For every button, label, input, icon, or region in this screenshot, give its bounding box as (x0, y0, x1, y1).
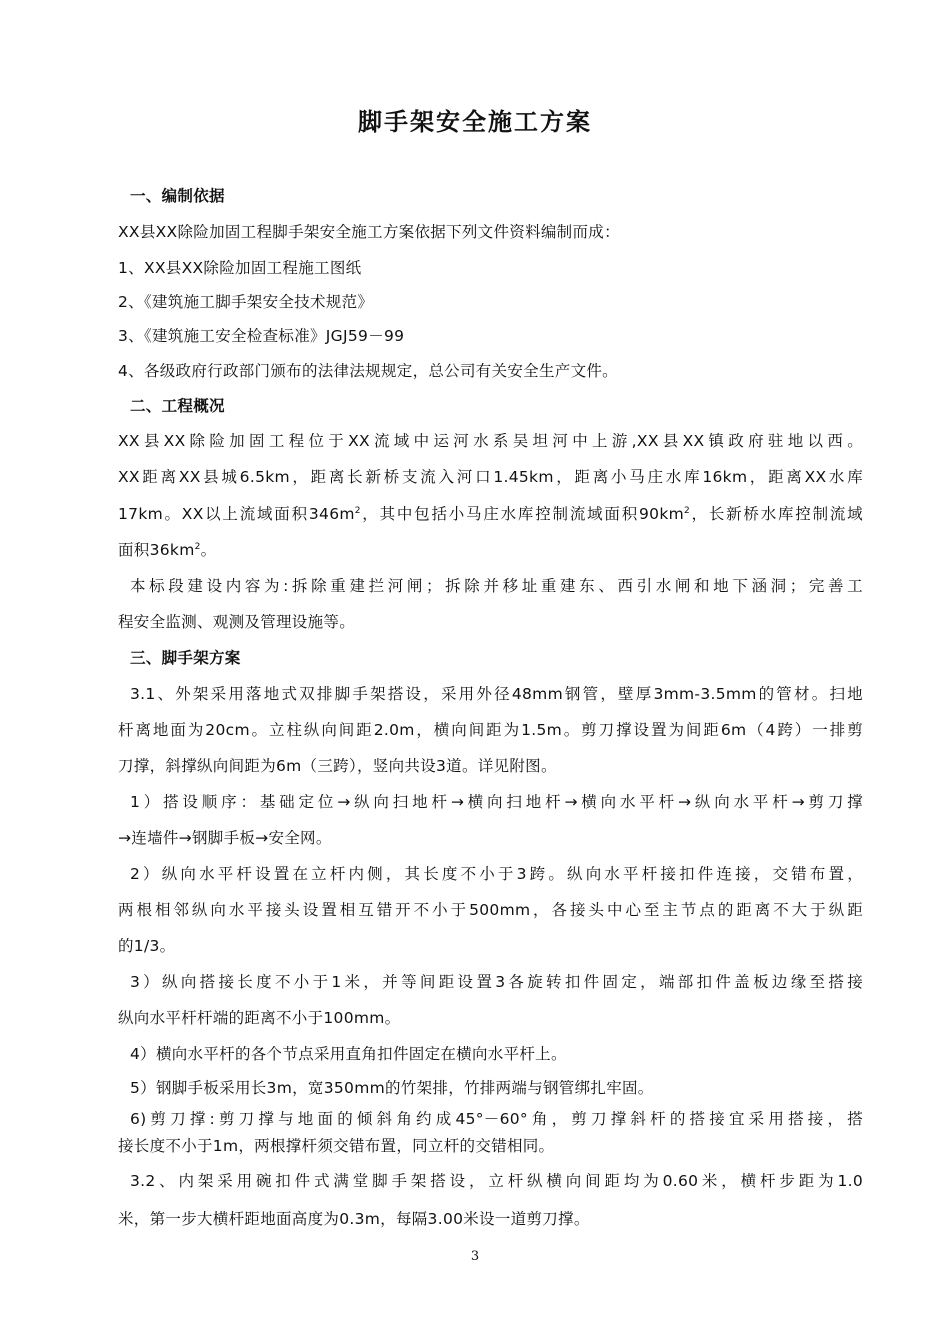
page-number: 3 (470, 1249, 480, 1264)
paragraph-line: 3.1、外架采用落地式双排脚手架搭设，采用外径48mm钢管，壁厚3mm-3.5mm的管材。扫地 (130, 685, 863, 703)
section-heading: 一、编制依据 (130, 187, 225, 205)
paragraph-line: 本标段建设内容为:拆除重建拦河闸；拆除并移址重建东、西引水闸和地下涵洞；完善工 (130, 577, 863, 595)
paragraph-line: XX县XX除险加固工程脚手架安全施工方案依据下列文件资料编制而成： (118, 223, 620, 241)
paragraph-line: 4）横向水平杆的各个节点采用直角扣件固定在横向水平杆上。 (130, 1045, 567, 1063)
text-run: 17km。XX以上流域面积346m (118, 505, 355, 523)
superscript: 2 (684, 505, 691, 516)
text-run: ，其中包括小马庄水库控制流域面积90km (360, 505, 684, 523)
section-heading: 二、工程概况 (130, 397, 225, 415)
list-item: 4、各级政府行政部门颁布的法律法规规定，总公司有关安全生产文件。 (118, 362, 618, 380)
paragraph-line: 3.2、内架采用碗扣件式满堂脚手架搭设，立杆纵横向间距均为0.60米，横杆步距为1.0 (130, 1172, 863, 1190)
paragraph-line: 杆离地面为20cm。立柱纵向间距2.0m，横向间距为1.5m。剪刀撑设置为间距6m（4跨）一排剪 (118, 721, 863, 739)
list-item: 3、《建筑施工安全检查标准》JGJ59－99 (118, 327, 405, 345)
paragraph-line: XX县XX除险加固工程位于XX流域中运河水系吴坦河中上游,XX县XX镇政府驻地以西。 (118, 432, 863, 450)
paragraph-line: 纵向水平杆杆端的距离不小于100mm。 (118, 1009, 401, 1027)
paragraph-line: 2）纵向水平杆设置在立杆内侧，其长度不小于3跨。纵向水平杆接扣件连接，交错布置， (130, 865, 863, 883)
paragraph-line: XX距离XX县城6.5km，距离长新桥支流入河口1.45km，距离小马庄水库16km，距离XX水库 (118, 468, 863, 486)
section-heading: 三、脚手架方案 (130, 649, 241, 667)
superscript: 2 (194, 541, 201, 552)
text-run: 面积36km (118, 541, 195, 559)
paragraph-line: 1）搭设顺序：基础定位→纵向扫地杆→横向扫地杆→横向水平杆→纵向水平杆→剪刀撑 (130, 793, 863, 811)
superscript: 2 (354, 505, 361, 516)
list-item: 1、XX县XX除险加固工程施工图纸 (118, 259, 362, 277)
paragraph-line: 接长度不小于1m，两根撑杆须交错布置，同立杆的交错相同。 (118, 1137, 555, 1155)
paragraph-line: 米，第一步大横杆距地面高度为0.3m，每隔3.00米设一道剪刀撑。 (118, 1210, 590, 1228)
text-run: ，长新桥水库控制流域 (690, 505, 863, 523)
paragraph-line: 的1/3。 (118, 937, 176, 955)
page-title: 脚手架安全施工方案 (358, 108, 592, 136)
text-run: 。 (200, 541, 217, 559)
paragraph-line: 程安全监测、观测及管理设施等。 (118, 613, 356, 631)
paragraph-line: 两根相邻纵向水平接头设置相互错开不小于500mm，各接头中心至主节点的距离不大于纵距 (118, 901, 863, 919)
list-item: 2、《建筑施工脚手架安全技术规范》 (118, 293, 374, 311)
paragraph-line: 5）钢脚手板采用长3m，宽350mm的竹架排，竹排两端与钢管绑扎牢固。 (130, 1079, 654, 1097)
paragraph-line: 6)剪刀撑:剪刀撑与地面的倾斜角约成45°－60°角，剪刀撑斜杆的搭接宜采用搭接，搭 (130, 1110, 863, 1128)
paragraph-line (118, 540, 863, 560)
paragraph-line (118, 504, 863, 524)
paragraph-line: 3）纵向搭接长度不小于1米，并等间距设置3各旋转扣件固定，端部扣件盖板边缘至搭接 (130, 973, 863, 991)
paragraph-line: 刀撑，斜撑纵向间距为6m（三跨），竖向共设3道。详见附图。 (118, 757, 557, 775)
paragraph-line: →连墙件→钢脚手板→安全网。 (118, 829, 332, 847)
